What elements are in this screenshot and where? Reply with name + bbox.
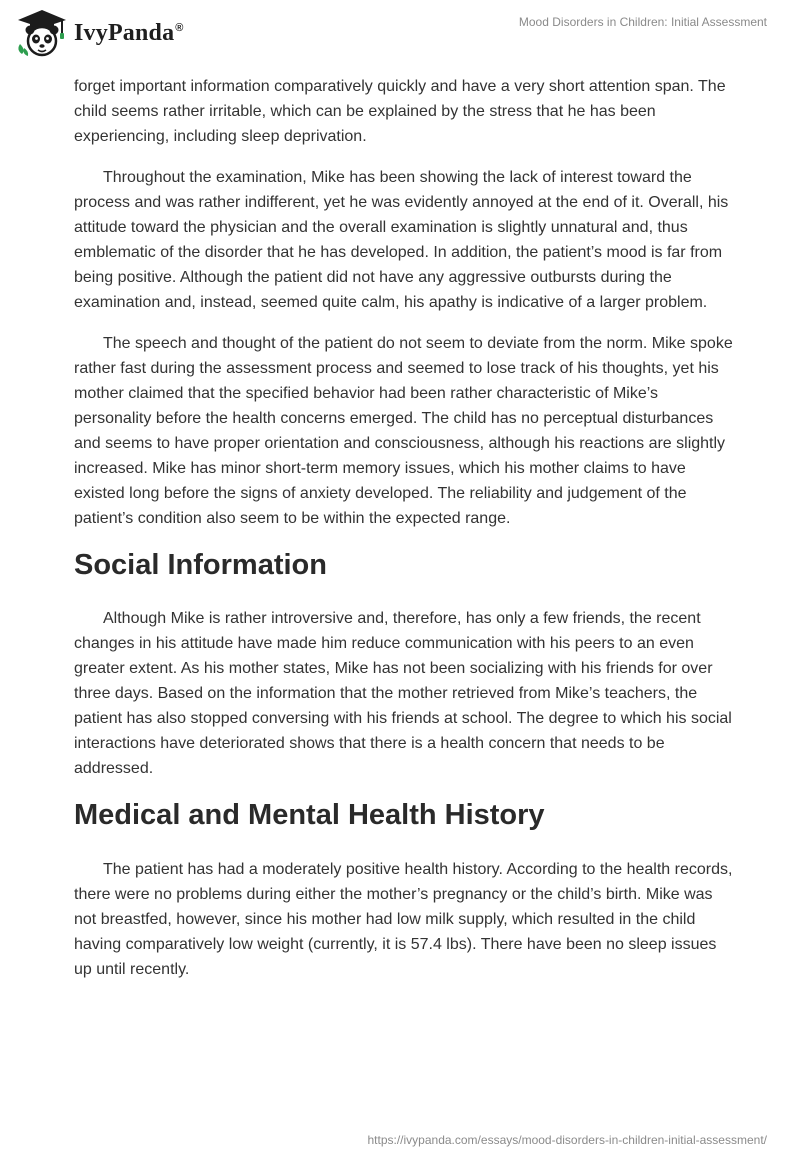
paragraph: The patient has had a moderately positive health history. According to the health records, there were no problems during either the mother’s pregnancy or the child’s birth. Mike was not breastfed, however, since his mother had low milk supply, which resulted in the child having comparatively low weight (currently, it is 57.4 lbs). There have been no sleep issues up until recently. bbox=[74, 861, 733, 978]
paragraph: Although Mike is rather introversive and, therefore, has only a few friends, the recent changes in his attitude have made him reduce communication with his peers to an even greater extent. As his mother states, Mike has not been socializing with his friends for over three days. Based on the information that the mother retrieved from Mike’s teachers, the patient has also stopped conversing with his friends at school. The degree to which his social interactions have deteriorated shows that there is a health concern that needs to be addressed. bbox=[74, 610, 732, 777]
section-heading-social-information: Social Information bbox=[74, 549, 327, 581]
panda-graduate-icon bbox=[14, 6, 70, 58]
document-title: Mood Disorders in Children: Initial Assessment bbox=[518, 15, 767, 29]
essay-content bbox=[74, 74, 734, 998]
paragraph: Throughout the examination, Mike has been showing the lack of interest toward the process and was rather indifferent, yet he was evidently annoyed at the end of it. Overall, his attitude toward the physician and the overall examination is slightly unnatural and, thus emblematic of the disorder that he has developed. In addition, the patient’s mood is far from being positive. Although the patient did not have any aggressive outbursts during the examination and, instead, seemed quite calm, his apathy is indicative of a larger problem. bbox=[74, 169, 729, 311]
section-heading-medical-history: Medical and Mental Health History bbox=[74, 799, 545, 831]
brand-logo[interactable] bbox=[14, 6, 184, 58]
paragraph: The speech and thought of the patient do not seem to deviate from the norm. Mike spoke rather fast during the assessment process and seemed to lose track of his thoughts, yet his mother claimed that the specified behavior had been rather characteristic of Mike’s personality before the health concerns emerged. The child has no perceptual disturbances and seems to have proper orientation and consciousness, although his reactions are slightly increased. Mike has minor short-term memory issues, which his mother claims to have existed long before the signs of anxiety developed. The reliability and judgement of the patient’s condition also seem to be within the expected range. bbox=[74, 335, 733, 527]
paragraph: forget important information comparatively quickly and have a very short attention span. The child seems rather irritable, which can be explained by the stress that he has been experiencing, including sleep deprivation. bbox=[74, 78, 726, 145]
brand-name-text: IvyPanda bbox=[74, 19, 175, 46]
brand-name bbox=[74, 20, 184, 47]
source-url[interactable]: https://ivypanda.com/essays/mood-disorders-in-children-initial-assessment/ bbox=[367, 1133, 767, 1147]
registered-mark: ® bbox=[175, 21, 184, 34]
